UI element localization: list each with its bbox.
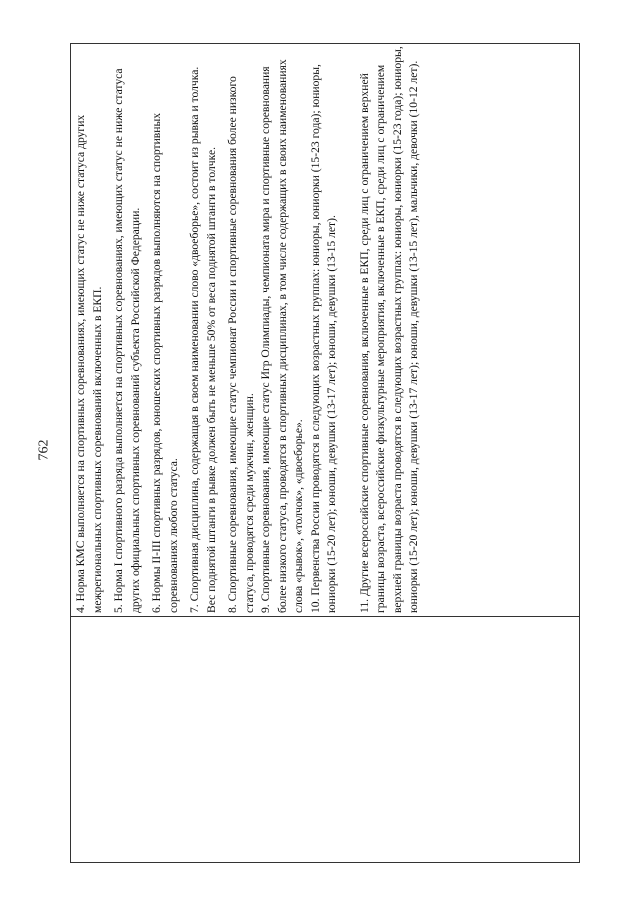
note-item-10: 10. Первенства России проводятся в следующих возрастных группах: юниоры, юниорки (15-23 года); юниоры, юниорки (15-20 лет); юноши, девушки (13-17 лет); юноши, девушки (13-15 лет). xyxy=(308,64,338,613)
note-item-11: 11. Другие всероссийские спортивные соревнования, включенные в ЕКП, среди лиц с ограничением верхней границы возраста, всероссийские физкультурные мероприятия, включенные в ЕКП, среди лиц с ограничением верхней границы возраста проводятся в следующих возрастных группах: юниоры, юниорки (15-23 года); юниоры, юниорки (15-20 лет); юноши, девушки (13-17 лет); юноши, девушки (13-15 лет), мальчики, девочки (10-12 лет). xyxy=(357,46,420,613)
table-notes-cell xyxy=(71,44,579,616)
note-item-5: 5. Норма I спортивного разряда выполняется на спортивных соревнованиях, имеющих статус не ниже статуса других официальных спортивных соревнований субъекта Российской Федерации. xyxy=(112,68,142,613)
note-item-6: 6. Нормы II-III спортивных разрядов, юношеских спортивных разрядов выполняются на спортивных соревнованиях любого статуса. xyxy=(150,112,180,613)
note-item-7: 7. Спортивная дисциплина, содержащая в своем наименовании слово «двоеборье», состоит из рывка и толчка. Вес поднятой штанги в рывке должен быть не меньше 50% от веса поднятой штанги в толчке. xyxy=(188,66,218,613)
note-item-9: 9. Спортивные соревнования, имеющие статус Игр Олимпиады, чемпионата мира и спортивные соревнования более низкого статуса, проводятся в спортивных дисциплинах, в том числе содержащих в своих наименованиях слова «рывок», «толчок», «двоеборье». xyxy=(259,59,305,613)
note-item-4: 4. Норма КМС выполняется на спортивных соревнованиях, имеющих статус не ниже статуса других межрегиональных спортивных соревнований включенных в ЕКП. xyxy=(74,114,104,613)
page-number: 762 xyxy=(36,439,52,461)
notes-table xyxy=(70,43,580,863)
table-left-cell xyxy=(71,616,579,862)
note-item-8: 8. Спортивные соревнования, имеющие статус чемпионат России и спортивные соревнования более низкого статуса, проводятся среди мужчин, женщин. xyxy=(226,76,256,613)
rotated-content xyxy=(70,43,580,863)
